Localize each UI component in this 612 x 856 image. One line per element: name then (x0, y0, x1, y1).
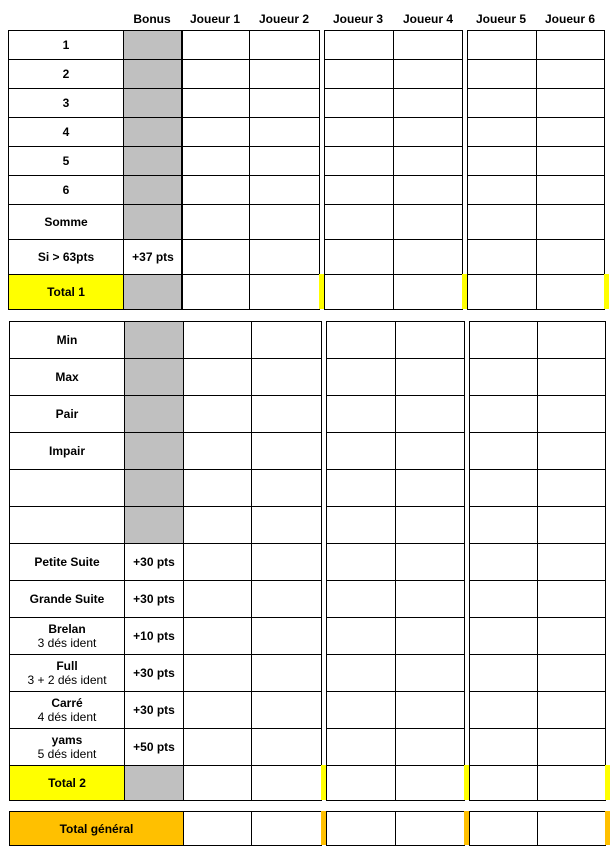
score-cell[interactable] (394, 31, 463, 60)
score-cell[interactable] (184, 729, 252, 766)
bonus-cell: +30 pts (125, 581, 184, 618)
score-cell[interactable] (468, 176, 537, 205)
score-cell[interactable] (182, 147, 250, 176)
score-cell[interactable] (537, 176, 605, 205)
score-cell[interactable] (252, 581, 322, 618)
score-cell[interactable] (396, 544, 465, 581)
bonus-cell (124, 31, 183, 60)
score-cell[interactable] (538, 692, 606, 729)
score-cell[interactable] (327, 766, 396, 801)
score-cell[interactable] (538, 544, 606, 581)
grand-total-label: Total général (10, 812, 184, 846)
score-cell[interactable] (538, 618, 606, 655)
score-cell[interactable] (182, 89, 250, 118)
score-cell[interactable] (538, 729, 606, 766)
score-cell[interactable] (394, 118, 463, 147)
score-cell[interactable] (325, 240, 394, 275)
score-cell[interactable] (325, 31, 394, 60)
bonus-cell (124, 118, 183, 147)
header-player-2: Joueur 2 (258, 12, 309, 26)
grand-total-cell[interactable] (184, 812, 252, 846)
score-cell[interactable] (327, 507, 396, 544)
grand-total-cell[interactable] (327, 812, 396, 846)
score-cell[interactable] (396, 433, 465, 470)
score-cell[interactable] (252, 359, 322, 396)
lower-players-1-2 (183, 321, 322, 801)
grand-total-cell[interactable] (538, 812, 606, 846)
grand-total-cell[interactable] (252, 812, 322, 846)
score-cell[interactable] (250, 275, 320, 310)
score-cell[interactable] (394, 89, 463, 118)
score-cell[interactable] (184, 507, 252, 544)
lower-row-label: Impair (10, 433, 125, 470)
score-cell[interactable] (182, 205, 250, 240)
upper-row-label: 6 (9, 176, 124, 205)
bonus-cell: +50 pts (125, 729, 184, 766)
row-sublabel: 4 dés ident (37, 710, 97, 724)
grand-total-players-5-6 (469, 811, 606, 846)
score-cell[interactable] (538, 322, 606, 359)
score-cell[interactable] (470, 470, 538, 507)
bonus-cell: +37 pts (124, 240, 183, 275)
lower-players-5-6 (469, 321, 606, 801)
lower-label-table (9, 321, 184, 801)
score-cell[interactable] (184, 322, 252, 359)
header-player-4: Joueur 4 (402, 12, 453, 26)
score-cell[interactable] (538, 655, 606, 692)
score-cell[interactable] (250, 118, 320, 147)
score-cell[interactable] (250, 205, 320, 240)
bonus-cell (125, 766, 184, 801)
total-1-stripe (604, 274, 609, 309)
score-cell[interactable] (252, 507, 322, 544)
upper-row-label: Si > 63pts (9, 240, 124, 275)
score-cell[interactable] (184, 692, 252, 729)
score-cell[interactable] (468, 118, 537, 147)
score-cell[interactable] (394, 205, 463, 240)
score-cell[interactable] (468, 240, 537, 275)
score-cell[interactable] (538, 470, 606, 507)
score-cell[interactable] (250, 147, 320, 176)
score-cell[interactable] (470, 322, 538, 359)
score-cell[interactable] (327, 655, 396, 692)
row-sublabel: 3 + 2 dés ident (27, 673, 107, 687)
score-cell[interactable] (396, 359, 465, 396)
score-cell[interactable] (468, 89, 537, 118)
score-cell[interactable] (537, 240, 605, 275)
bonus-cell (124, 275, 183, 310)
score-cell[interactable] (184, 433, 252, 470)
score-cell[interactable] (537, 118, 605, 147)
score-cell[interactable] (538, 433, 606, 470)
upper-row-label: 4 (9, 118, 124, 147)
score-cell[interactable] (396, 766, 465, 801)
bonus-cell: +30 pts (125, 692, 184, 729)
header-player-5: Joueur 5 (475, 12, 526, 26)
bonus-cell: +30 pts (125, 544, 184, 581)
score-cell[interactable] (470, 396, 538, 433)
bonus-cell: +30 pts (125, 655, 184, 692)
lower-row-label: Carré 4 dés ident (10, 692, 125, 729)
score-cell[interactable] (252, 470, 322, 507)
score-cell[interactable] (470, 729, 538, 766)
bonus-cell (125, 396, 184, 433)
score-cell[interactable] (327, 729, 396, 766)
score-cell[interactable] (396, 470, 465, 507)
score-cell[interactable] (184, 618, 252, 655)
upper-label-table (8, 30, 183, 310)
score-cell[interactable] (394, 176, 463, 205)
upper-row-label: 1 (9, 31, 124, 60)
score-cell[interactable] (394, 60, 463, 89)
score-cell[interactable] (396, 581, 465, 618)
lower-row-label: Grande Suite (10, 581, 125, 618)
score-cell[interactable] (537, 89, 605, 118)
score-cell[interactable] (470, 581, 538, 618)
score-cell[interactable] (396, 396, 465, 433)
score-cell[interactable] (252, 618, 322, 655)
score-cell[interactable] (182, 118, 250, 147)
score-cell[interactable] (325, 60, 394, 89)
score-cell[interactable] (394, 147, 463, 176)
upper-row-label: 5 (9, 147, 124, 176)
score-cell[interactable] (470, 655, 538, 692)
score-cell[interactable] (250, 176, 320, 205)
lower-row-label (10, 507, 125, 544)
bonus-cell (124, 89, 183, 118)
score-cell[interactable] (327, 692, 396, 729)
score-cell[interactable] (396, 729, 465, 766)
score-cell[interactable] (325, 118, 394, 147)
lower-row-label: Pair (10, 396, 125, 433)
grand-total-cell[interactable] (396, 812, 465, 846)
score-cell[interactable] (537, 60, 605, 89)
row-sublabel: 3 dés ident (37, 636, 97, 650)
lower-row-label: Petite Suite (10, 544, 125, 581)
grand-total-players-1-2 (183, 811, 322, 846)
score-cell[interactable] (250, 240, 320, 275)
upper-players-5-6 (467, 30, 605, 310)
header-player-3: Joueur 3 (332, 12, 383, 26)
header-player-6: Joueur 6 (544, 12, 595, 26)
score-cell[interactable] (182, 240, 250, 275)
bonus-cell (124, 176, 183, 205)
total-1-label: Total 1 (9, 275, 124, 310)
score-cell[interactable] (470, 359, 538, 396)
bonus-cell (124, 60, 183, 89)
score-cell[interactable] (184, 655, 252, 692)
score-cell[interactable] (468, 31, 537, 60)
grand-total-players-3-4 (326, 811, 465, 846)
score-cell[interactable] (252, 433, 322, 470)
bonus-cell (124, 147, 183, 176)
score-cell[interactable] (325, 147, 394, 176)
score-cell[interactable] (538, 766, 606, 801)
score-cell[interactable] (327, 544, 396, 581)
lower-row-label: yams 5 dés ident (10, 729, 125, 766)
score-cell[interactable] (327, 433, 396, 470)
score-cell[interactable] (182, 275, 250, 310)
upper-row-label: 3 (9, 89, 124, 118)
score-cell[interactable] (325, 205, 394, 240)
row-sublabel: 5 dés ident (37, 747, 97, 761)
bonus-cell (124, 205, 183, 240)
score-cell[interactable] (396, 507, 465, 544)
bonus-cell (125, 470, 184, 507)
score-cell[interactable] (327, 359, 396, 396)
score-cell[interactable] (470, 766, 538, 801)
total-2-stripe (605, 765, 610, 800)
score-cell[interactable] (250, 31, 320, 60)
score-cell[interactable] (538, 396, 606, 433)
header-player-1: Joueur 1 (189, 12, 240, 26)
bonus-cell (125, 433, 184, 470)
score-cell[interactable] (252, 396, 322, 433)
score-cell[interactable] (394, 275, 463, 310)
score-cell[interactable] (252, 766, 322, 801)
header-bonus: Bonus (133, 12, 171, 26)
lower-row-label: Max (10, 359, 125, 396)
grand-total-label-table (9, 811, 184, 846)
bonus-cell (125, 359, 184, 396)
score-cell[interactable] (252, 322, 322, 359)
score-cell[interactable] (396, 618, 465, 655)
score-cell[interactable] (396, 655, 465, 692)
score-cell[interactable] (252, 729, 322, 766)
score-cell[interactable] (250, 60, 320, 89)
score-cell[interactable] (184, 470, 252, 507)
score-cell[interactable] (327, 618, 396, 655)
score-cell[interactable] (470, 507, 538, 544)
score-cell[interactable] (537, 205, 605, 240)
total-2-label: Total 2 (10, 766, 125, 801)
score-cell[interactable] (182, 60, 250, 89)
upper-row-label: 2 (9, 60, 124, 89)
score-cell[interactable] (184, 581, 252, 618)
score-cell[interactable] (470, 618, 538, 655)
score-cell[interactable] (252, 692, 322, 729)
score-cell[interactable] (182, 31, 250, 60)
score-cell[interactable] (538, 581, 606, 618)
score-cell[interactable] (470, 544, 538, 581)
score-cell[interactable] (250, 89, 320, 118)
grand-total-stripe (605, 811, 610, 845)
score-cell[interactable] (325, 275, 394, 310)
score-cell[interactable] (184, 359, 252, 396)
score-cell[interactable] (468, 275, 537, 310)
score-cell[interactable] (537, 147, 605, 176)
score-cell[interactable] (325, 176, 394, 205)
score-cell[interactable] (252, 544, 322, 581)
score-cell[interactable] (470, 433, 538, 470)
score-cell[interactable] (394, 240, 463, 275)
score-cell[interactable] (327, 396, 396, 433)
upper-players-1-2 (181, 30, 320, 310)
bonus-cell (125, 322, 184, 359)
score-cell[interactable] (327, 581, 396, 618)
score-cell[interactable] (537, 31, 605, 60)
score-cell[interactable] (184, 766, 252, 801)
score-cell[interactable] (327, 322, 396, 359)
score-cell[interactable] (182, 176, 250, 205)
upper-row-label: Somme (9, 205, 124, 240)
lower-row-label: Min (10, 322, 125, 359)
score-cell[interactable] (252, 655, 322, 692)
score-cell[interactable] (468, 60, 537, 89)
score-cell[interactable] (537, 275, 605, 310)
lower-row-label (10, 470, 125, 507)
score-cell[interactable] (396, 322, 465, 359)
upper-players-3-4 (324, 30, 463, 310)
bonus-cell (125, 507, 184, 544)
score-cell[interactable] (538, 359, 606, 396)
score-cell[interactable] (470, 692, 538, 729)
score-cell[interactable] (468, 205, 537, 240)
score-cell[interactable] (468, 147, 537, 176)
score-cell[interactable] (396, 692, 465, 729)
bonus-cell: +10 pts (125, 618, 184, 655)
lower-players-3-4 (326, 321, 465, 801)
score-cell[interactable] (327, 470, 396, 507)
score-cell[interactable] (325, 89, 394, 118)
lower-row-label: Full 3 + 2 dés ident (10, 655, 125, 692)
grand-total-cell[interactable] (470, 812, 538, 846)
score-cell[interactable] (184, 396, 252, 433)
score-cell[interactable] (184, 544, 252, 581)
lower-row-label: Brelan 3 dés ident (10, 618, 125, 655)
score-cell[interactable] (538, 507, 606, 544)
